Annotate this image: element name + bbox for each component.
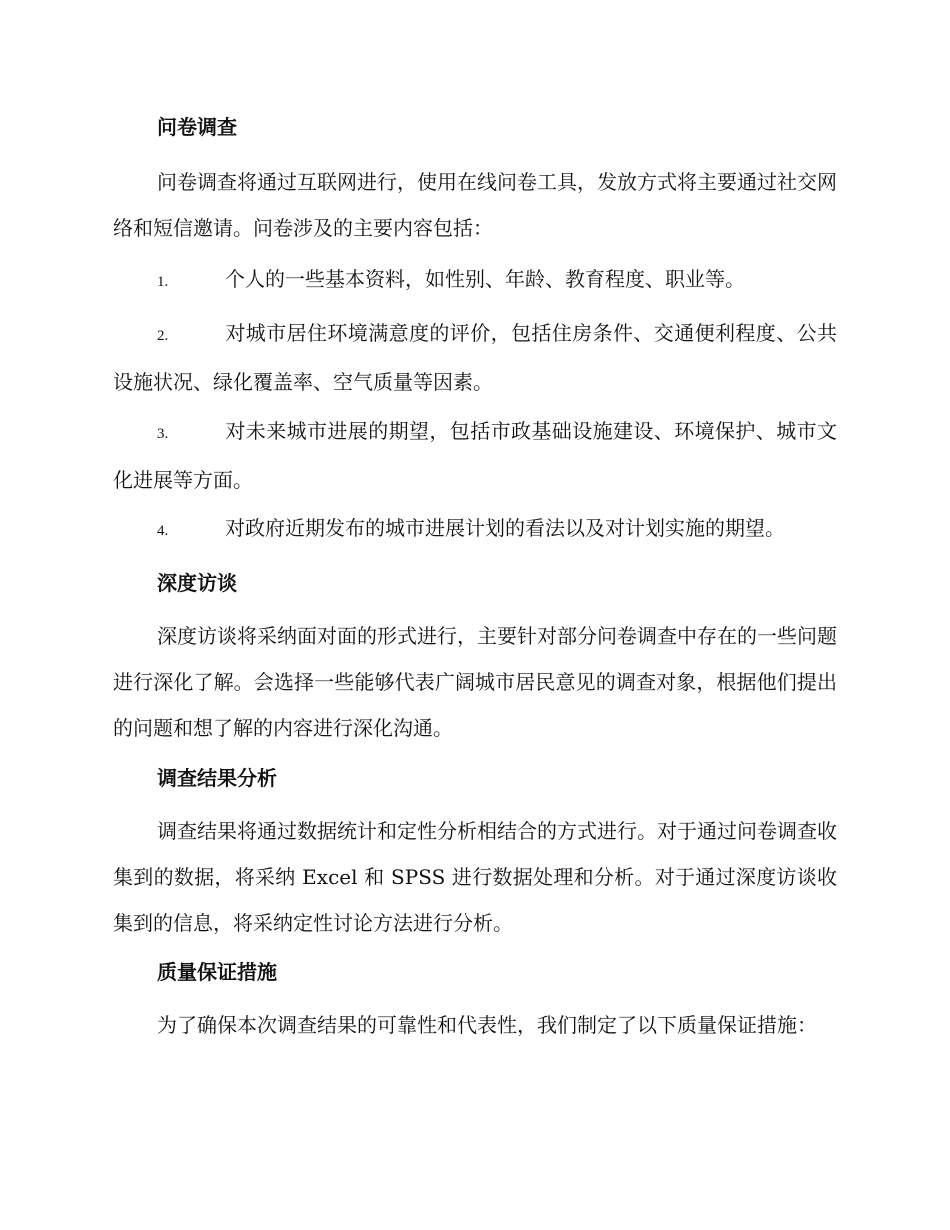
paragraph: 深度访谈将采纳面对面的形式进行，主要针对部分问卷调查中存在的一些问题进行深化了解。会选择一些能够代表广阔城市居民意见的调查对象，根据他们提出的问题和想了解的内容进行深化沟通。 [113, 624, 837, 740]
list-item [113, 408, 837, 503]
section-heading: 问卷调查 [157, 115, 237, 139]
list-number: 3. [157, 426, 169, 442]
list-item [113, 310, 837, 405]
list-item [113, 256, 837, 305]
list-item-text: 个人的一些基本资料，如性别、年龄、教育程度、职业等。 [225, 267, 745, 291]
list-number: 2. [157, 328, 169, 344]
section-heading: 深度访谈 [157, 571, 237, 595]
list-number: 1. [157, 274, 169, 290]
list-number: 4. [157, 523, 169, 539]
list-item [113, 505, 837, 554]
paragraph: 调查结果将通过数据统计和定性分析相结合的方式进行。对于通过问卷调查收集到的数据，将采纳 Excel 和 SPSS 进行数据处理和分析。对于通过深度访谈收集到的信息，将采纳定性讨论方法进行分析。 [113, 819, 837, 935]
list-item-text: 对城市居住环境满意度的评价，包括住房条件、交通便利程度、公共设施状况、绿化覆盖率、空气质量等因素。 [113, 321, 837, 394]
list-item-text: 对未来城市进展的期望，包括市政基础设施建设、环境保护、城市文化进展等方面。 [113, 419, 837, 492]
paragraph: 为了确保本次调查结果的可靠性和代表性，我们制定了以下质量保证措施： [157, 1013, 817, 1037]
section-heading: 调查结果分析 [157, 766, 277, 790]
list-item-text: 对政府近期发布的城市进展计划的看法以及对计划实施的期望。 [225, 516, 785, 540]
paragraph: 问卷调查将通过互联网进行，使用在线问卷工具，发放方式将主要通过社交网络和短信邀请。问卷涉及的主要内容包括： [113, 170, 837, 240]
section-heading: 质量保证措施 [157, 960, 277, 984]
